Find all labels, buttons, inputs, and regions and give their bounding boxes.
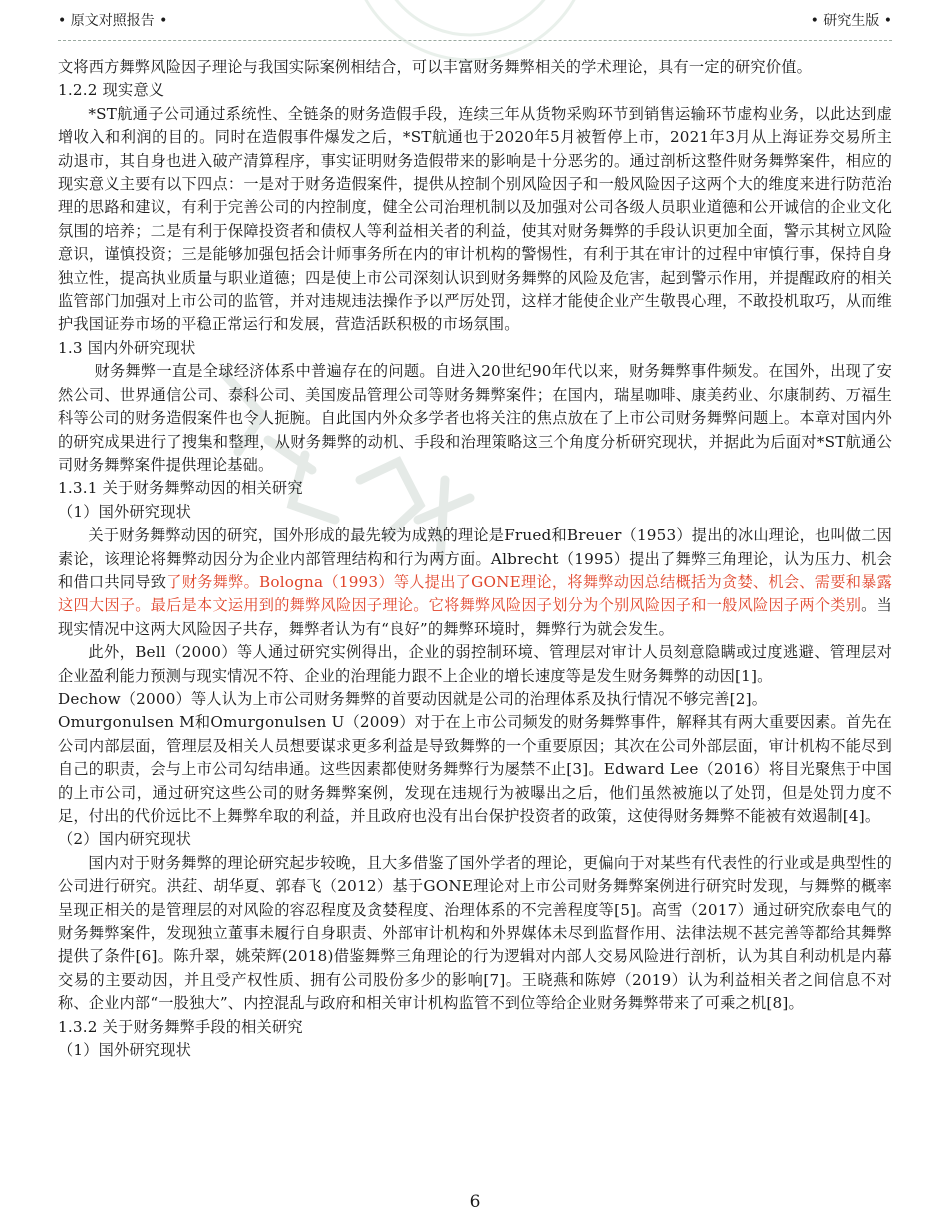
document-body bbox=[58, 56, 892, 1062]
subheading-foreign-research-2: （1）国外研究现状 bbox=[58, 1041, 191, 1060]
heading-1-3-2: 1.3.2 关于财务舞弊手段的相关研究 bbox=[58, 1017, 303, 1036]
paragraph-dechow-2000: Dechow（2000）等人认为上市公司财务舞弊的首要动因就是公司的治理体系及执行情况不够完善[2]。 bbox=[58, 689, 768, 708]
highlighted-matched-text: 了财务舞弊。Bologna（1993）等人提出了GONE理论，将舞弊动因总结概括为贪婪、机会、需要和暴露这四大因子。最后是本文运用到的舞弊风险因子理论。它将舞弊风险因子划分为个别风险因子和一般风险因子两个类别 bbox=[58, 572, 893, 615]
header-left-label: • 原文对照报告 • bbox=[58, 13, 168, 29]
page-number: 6 bbox=[469, 1192, 481, 1212]
paragraph-omurgonulsen-2009: Omurgonulsen M和Omurgonulsen U（2009）对于在上市公司频发的财务舞弊事件，解释其有两大重要因素。首先在公司内部层面，管理层及相关人员想要谋求更多利益是导致舞弊的一个重要原因；其次在公司外部层面，审计机构不能尽到自己的职责，会与上市公司勾结串通。这些因素都使财务舞弊行为屡禁不止[3]。Edward Lee（2016）将目光聚焦于中国的上市公司，通过研究这些公司的财务舞弊案例，发现在违规行为被曝出之后，他们虽然被施以了处罚，但是处罚力度不足，付出的代价远比不上舞弊牟取的利益，并且政府也没有出台保护投资者的政策，这使得财务舞弊不能被有效遏制[4]。 bbox=[58, 713, 892, 825]
heading-1-3-1: 1.3.1 关于财务舞弊动因的相关研究 bbox=[58, 479, 303, 498]
heading-1-3: 1.3 国内外研究现状 bbox=[58, 338, 196, 357]
paragraph-foreign-motives bbox=[58, 524, 892, 641]
paragraph-bell-2000: 此外，Bell（2000）等人通过研究实例得出，企业的弱控制环境、管理层对审计人员刻意隐瞒或过度逃避、管理层对企业盈利能力预测与现实情况不符、企业的治理能力跟不上企业的增长速度等是发生财务舞弊的动因[1]。 bbox=[58, 643, 892, 685]
page-header bbox=[0, 10, 950, 32]
subheading-domestic-research: （2）国内研究现状 bbox=[58, 830, 191, 849]
paragraph-text: 。当现实情况中这两大风险因子共存，舞弊者认为有“良好”的舞弊环境时，舞弊行为就会发生。 bbox=[58, 596, 892, 638]
paragraph-intro-tail: 文将西方舞弊风险因子理论与我国实际案例相结合，可以丰富财务舞弊相关的学术理论，具有一定的研究价值。 bbox=[58, 58, 812, 76]
heading-1-2-2: 1.2.2 现实意义 bbox=[58, 81, 165, 100]
paragraph-text: 关于财务舞弊动因的研究，国外形成的最先较为成熟的理论是Frued和Breuer（1953）提出的冰山理论，也叫做二因素论，该理论将舞弊动因分为企业内部管理结构和行为两方面。Albrecht（1995）提出了舞弊三角理论，认为压力、机会和借口共同导致 bbox=[58, 526, 892, 591]
paragraph-domestic-motives: 国内对于财务舞弊的理论研究起步较晚，且大多借鉴了国外学者的理论，更偏向于对某些有代表性的行业或是典型性的公司进行研究。洪荭、胡华夏、郭春飞（2012）基于GONE理论对上市公司财务舞弊案例进行研究时发现，与舞弊的概率呈现正相关的是管理层的对风险的容忍程度及贪婪程度、治理体系的不完善程度等[5]。高雪（2017）通过研究欣泰电气的财务舞弊案件，发现独立董事未履行自身职责、外部审计机构和外界媒体未尽到监督作用、法律法规不甚完善等都给其舞弊提供了条件[6]。陈升翠，姚荣辉(2018)借鉴舞弊三角理论的行为逻辑对内部人交易风险进行剖析，认为其自利动机是内幕交易的主要动因，并且受产权性质、拥有公司股份多少的影响[7]。王晓燕和陈婷（2019）认为利益相关者之间信息不对称、企业内部“一股独大”、内控混乱与政府和相关审计机构监管不到位等给企业财务舞弊带来了可乘之机[8]。 bbox=[58, 853, 892, 1013]
subheading-foreign-research-1: （1）国外研究现状 bbox=[58, 502, 191, 521]
header-right-label: • 研究生版 • bbox=[810, 13, 892, 29]
header-divider bbox=[58, 40, 892, 41]
paragraph-research-overview: 财务舞弊一直是全球经济体系中普遍存在的问题。自进入20世纪90年代以来，财务舞弊事件频发。在国外，出现了安然公司、世界通信公司、泰科公司、美国废品管理公司等财务舞弊案件；在国内，瑞星咖啡、康美药业、尔康制药、万福生科等公司的财务造假案件也令人扼腕。自此国内外众多学者也将关注的焦点放在了上市公司财务舞弊问题上。本章对国内外的研究成果进行了搜集和整理，从财务舞弊的动机、手段和治理策略这三个角度分析研究现状，并据此为后面对*ST航通公司财务舞弊案件提供理论基础。 bbox=[58, 362, 892, 474]
paragraph-practical-significance: *ST航通子公司通过系统性、全链条的财务造假手段，连续三年从货物采购环节到销售运输环节虚构业务，以此达到虚增收入和利润的目的。同时在造假事件爆发之后，*ST航通也于2020年5月被暂停上市，2021年3月从上海证券交易所主动退市，其自身也进入破产清算程序，事实证明财务造假带来的影响是十分恶劣的。通过剖析这整件财务舞弊案件，相应的现实意义主要有以下四点：一是对于财务造假案件，提供从控制个别风险因子和一般风险因子这两个大的维度来进行防范治理的思路和建议，有利于完善公司的内控制度，健全公司治理机制以及加强对公司各级人员职业道德和公开诚信的企业文化氛围的培养；二是有利于保障投资者和债权人等利益相关者的利益，使其对财务舞弊的手段认识更加全面，警示其树立风险意识，谨慎投资；三是能够加强包括会计师事务所在内的审计机构的警惕性，有利于其在审计的过程中审慎行事，保持自身独立性，提高执业质量与职业道德；四是使上市公司深刻认识到财务舞弊的风险及危害，起到警示作用，并提醒政府的相关监管部门加强对上市公司的监管，并对违规违法操作予以严厉处罚，这样才能使企业产生敬畏心理，不敢投机取巧，从而维护我国证券市场的平稳正常运行和发展，营造活跃积极的市场氛围。 bbox=[58, 104, 892, 334]
